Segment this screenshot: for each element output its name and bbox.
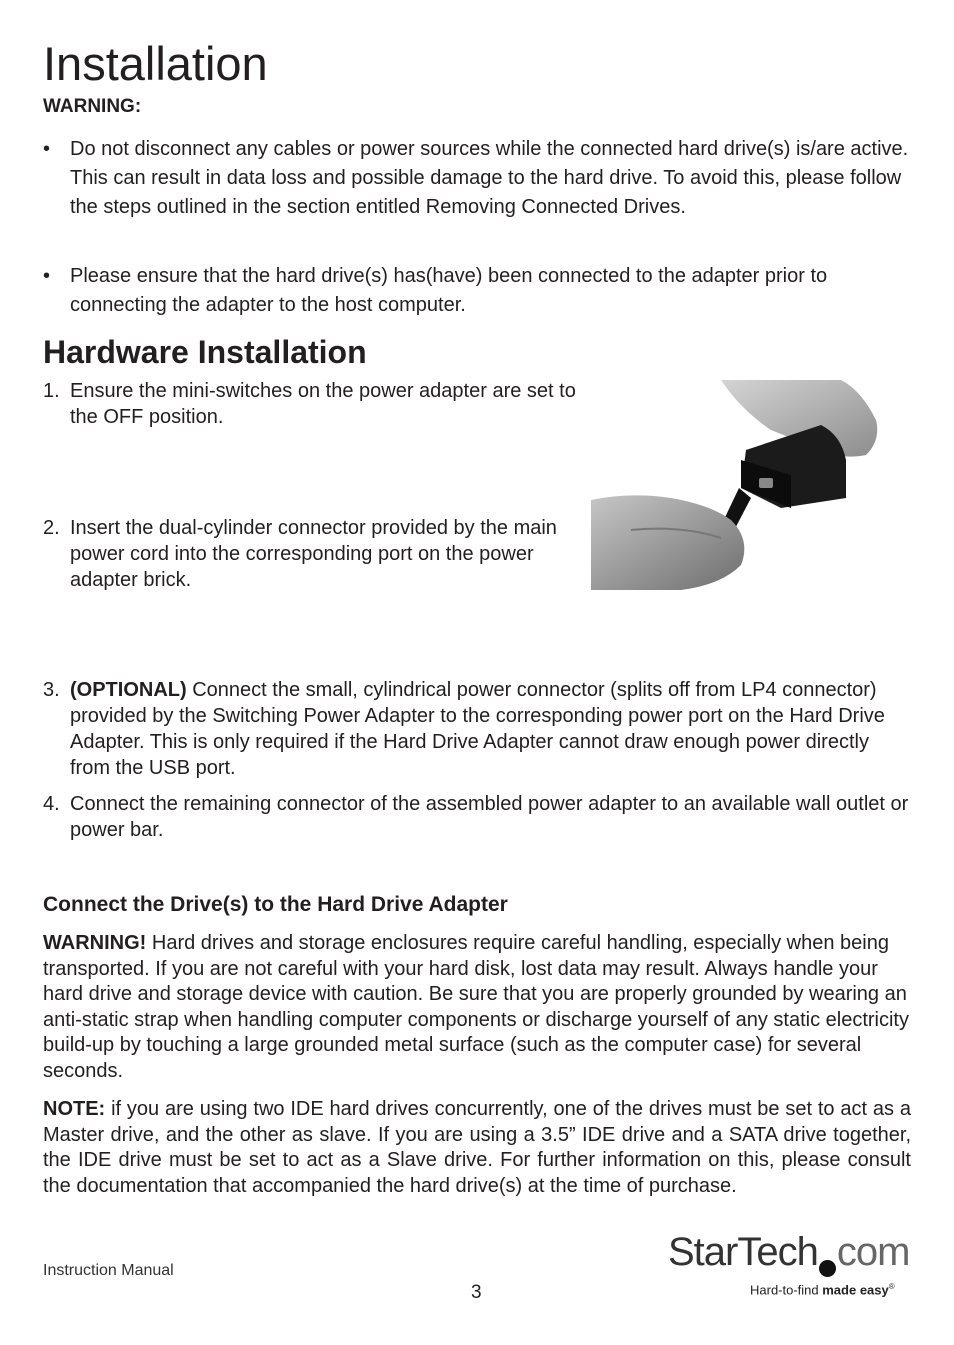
- step-text: Ensure the mini-switches on the power adapter are set to the OFF position.: [70, 380, 576, 428]
- bullet-symbol: •: [43, 265, 51, 287]
- logo-brand: StarTech: [668, 1230, 818, 1274]
- step-number: 4.: [43, 793, 60, 815]
- logo-dot-icon: [819, 1260, 836, 1277]
- warning-bullet: [43, 135, 913, 222]
- warning2-text: Hard drives and storage enclosures require careful handling, especially when being transported. If you are not careful with your hard disk, lost data may result. Always handle your hard drive and storage device with caution. Be sure that you are properly grounded by wearing an anti-static strap when handling computer components or discharge yourself of any static electricity build-up by touching a large grounded metal surface (such as the computer case) for several seconds.: [43, 932, 909, 1082]
- warning2-label: WARNING!: [43, 932, 147, 954]
- note-text: if you are using two IDE hard drives concurrently, one of the drives must be set to act as a Master drive, and the other as slave. If you are using a 3.5” IDE drive and a SATA drive together, the IDE drive must be set to act as a Slave drive. For further information on this, please consult the documentation that accompanied the hard drive(s) at the time of purchase.: [43, 1098, 911, 1197]
- note-label: NOTE:: [43, 1098, 106, 1120]
- step-text: Insert the dual-cylinder connector provided by the main power cord into the corresponding port on the power adapter brick.: [70, 517, 557, 591]
- bullet-symbol: •: [43, 138, 51, 160]
- step-item: [43, 378, 583, 430]
- note-paragraph: [43, 1097, 911, 1199]
- warning-heading: WARNING:: [43, 96, 142, 117]
- warning-bullet: [43, 262, 913, 320]
- warning-bullet-text: Please ensure that the hard drive(s) has(have) been connected to the adapter prior to connecting the adapter to the host computer.: [70, 265, 828, 316]
- step-item: [43, 515, 583, 593]
- logo-registered-mark: ®: [888, 1282, 895, 1291]
- footer-doc-type: Instruction Manual: [43, 1262, 174, 1279]
- step-item: [43, 677, 911, 781]
- step-text: Connect the remaining connector of the assembled power adapter to an available wall outlet or power bar.: [70, 793, 909, 841]
- connect-drives-heading: Connect the Drive(s) to the Hard Drive Adapter: [43, 893, 508, 916]
- handling-warning-paragraph: [43, 931, 911, 1084]
- logo-tagline-a: Hard-to-find: [750, 1282, 823, 1298]
- power-adapter-photo: [591, 380, 902, 590]
- step-number: 2.: [43, 517, 60, 539]
- page-number: 3: [471, 1282, 482, 1303]
- startech-logo: [668, 1230, 918, 1305]
- step-text-body: Connect the small, cylindrical power connector (splits off from LP4 connector) provided by the Switching Power Adapter to the corresponding power port on the Hard Drive Adapter. This is only required if the Hard Drive Adapter cannot draw enough power directly from the USB port.: [70, 679, 885, 779]
- warning-bullet-text: Do not disconnect any cables or power sources while the connected hard drive(s) is/are active. This can result in data loss and possible damage to the hard drive. To avoid this, please follow the steps outlined in the section entitled Removing Connected Drives.: [70, 138, 909, 218]
- logo-suffix: com: [836, 1230, 910, 1274]
- hardware-installation-heading: Hardware Installation: [43, 334, 367, 370]
- page-title: Installation: [43, 37, 268, 90]
- step-number: 1.: [43, 380, 60, 402]
- step-number: 3.: [43, 679, 60, 701]
- optional-label: (OPTIONAL): [70, 679, 187, 701]
- step-item: [43, 791, 911, 843]
- step-text: [70, 677, 911, 781]
- logo-tagline-b: made easy: [822, 1282, 889, 1298]
